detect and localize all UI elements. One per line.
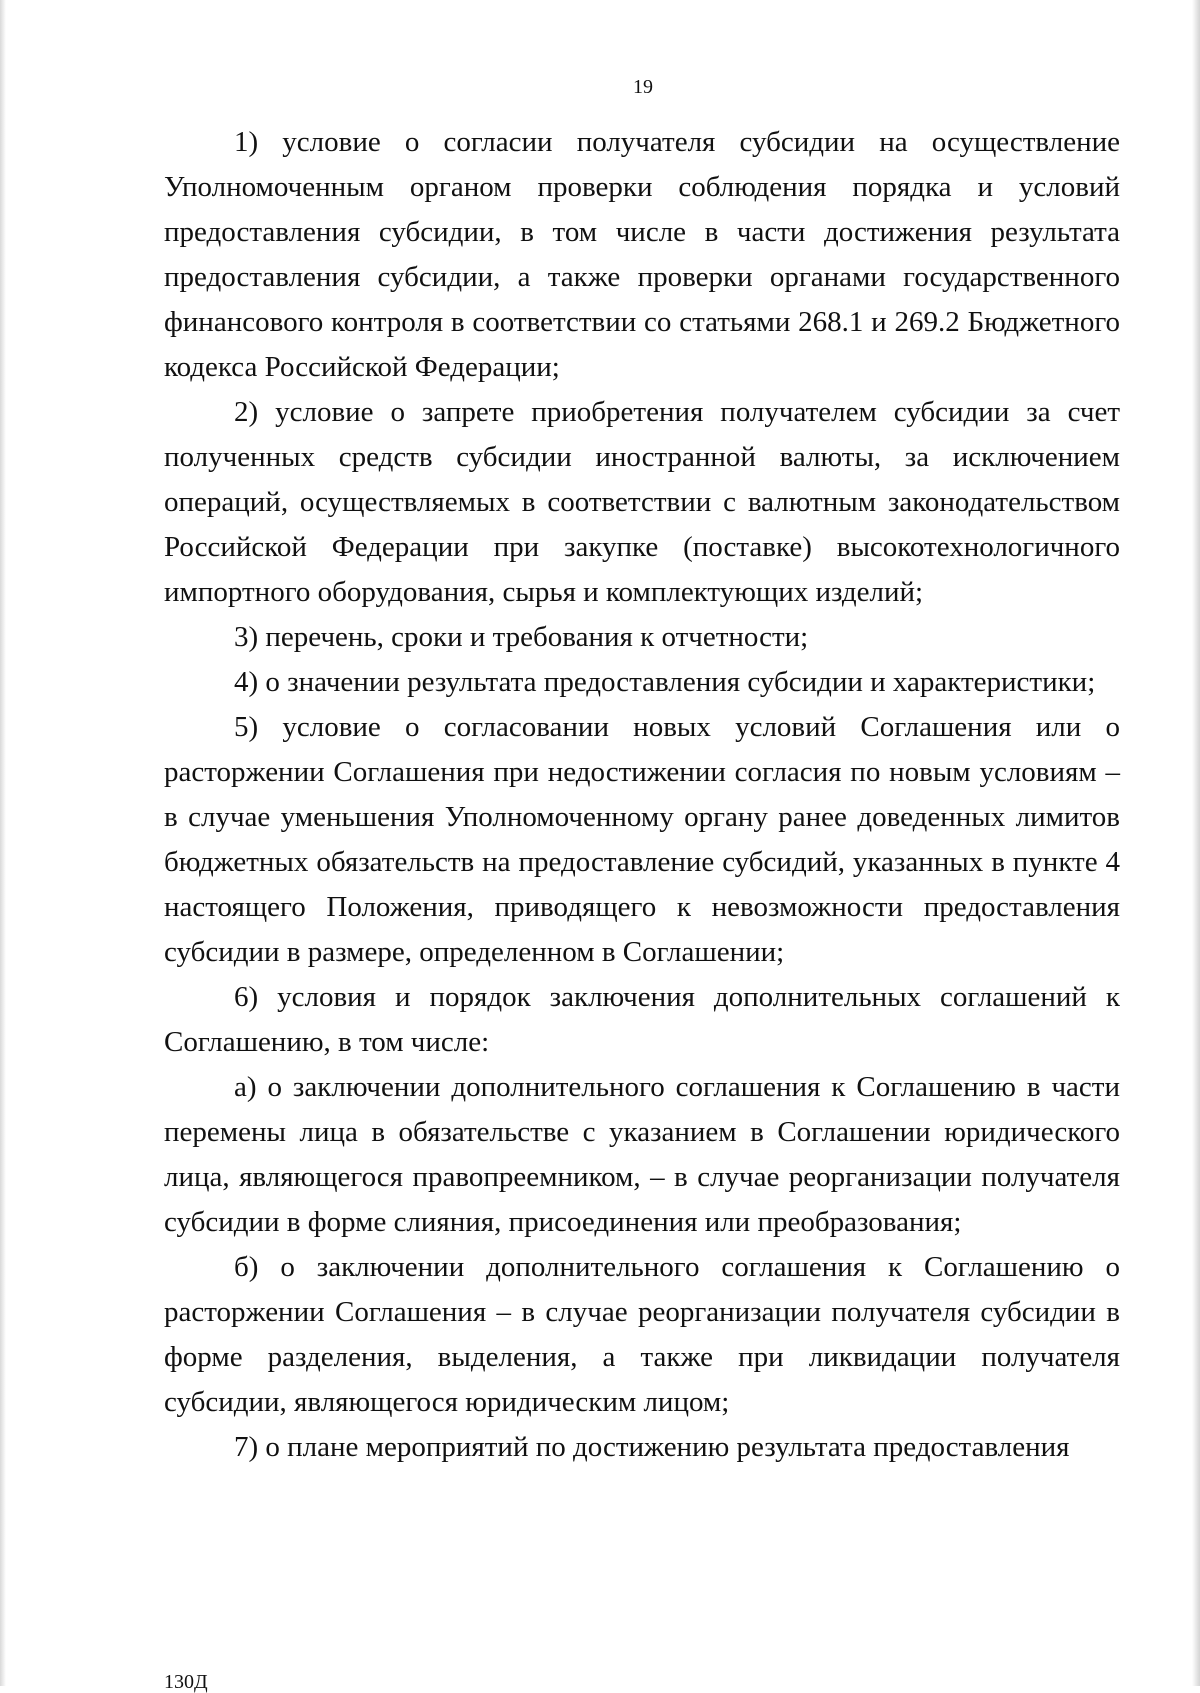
scan-edge-left xyxy=(0,0,6,1686)
paragraph-item-4: 4) о значении результата предоставления субсидии и характеристики; xyxy=(234,666,1096,698)
paragraph-item-6: 6) условия и порядок заключения дополнительных соглашений к Соглашению, в том числе: xyxy=(164,981,1120,1058)
scan-edge-right xyxy=(1192,0,1200,1686)
paragraph-subitem-b: б) о заключении дополнительного соглашения к Соглашению о расторжении Соглашения – в случае реорганизации получателя субсидии в форме разделения, выделения, а также при ликвидации получателя субсидии, являющегося юридическим лицом; xyxy=(164,1251,1120,1418)
paragraph-item-1: 1) условие о согласии получателя субсидии на осуществление Уполномоченным органом проверки соблюдения порядка и условий предоставления субсидии, в том числе в части достижения результата предоставления субсидии, а также проверки органами государственного финансового контроля в соответствии со статьями 268.1 и 269.2 Бюджетного кодекса Российской Федерации; xyxy=(164,126,1120,383)
paragraph-item-3: 3) перечень, сроки и требования к отчетности; xyxy=(234,621,809,653)
paragraph-item-5: 5) условие о согласовании новых условий Соглашения или о расторжении Соглашения при недостижении согласия по новым условиям – в случае уменьшения Уполномоченному органу ранее доведенных лимитов бюджетных обязательств на предоставление субсидий, указанных в пункте 4 настоящего Положения, приводящего к невозможности предоставления субсидии в размере, определенном в Соглашении; xyxy=(164,711,1120,968)
document-body xyxy=(164,120,1120,1470)
footer-document-code: 130Д xyxy=(164,1671,208,1693)
paragraph-item-2: 2) условие о запрете приобретения получателем субсидии за счет полученных средств субсидии иностранной валюты, за исключением операций, осуществляемых в соответствии с валютным законодательством Российской Федерации при закупке (поставке) высокотехнологичного импортного оборудования, сырья и комплектующих изделий; xyxy=(164,396,1120,608)
page-number: 19 xyxy=(633,76,653,98)
paragraph-item-7: 7) о плане мероприятий по достижению результата предоставления xyxy=(234,1431,1070,1463)
paragraph-subitem-a: а) о заключении дополнительного соглашения к Соглашению в части перемены лица в обязательстве с указанием в Соглашении юридического лица, являющегося правопреемником, – в случае реорганизации получателя субсидии в форме слияния, присоединения или преобразования; xyxy=(164,1071,1120,1238)
